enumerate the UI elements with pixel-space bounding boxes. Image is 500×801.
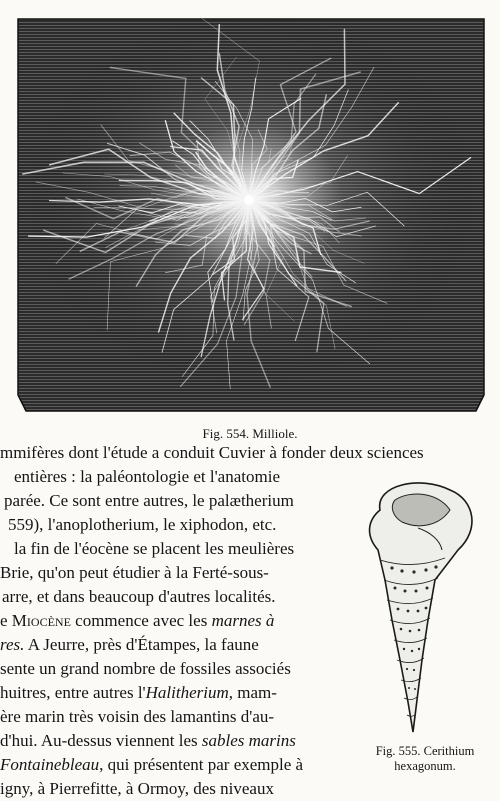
- text-line-9-b: A Jeurre, près d'Étampes, la faune: [24, 635, 259, 654]
- text-line-13: [0, 729, 296, 753]
- text-line-3: parée. Ce sont entre autres, le palætherium: [4, 491, 294, 510]
- text-line-10: sente un grand nombre de fossiles associés: [0, 659, 291, 678]
- text-line-14-b: , qui présentent par exemple à: [99, 755, 304, 774]
- text-line-13-a: d'hui. Au-dessus viennent les: [0, 731, 202, 750]
- miocene-smallcaps: Miocène: [11, 611, 71, 630]
- milliole-engraving: [16, 17, 486, 415]
- text-line-13-italic: sables marins: [201, 731, 296, 750]
- text-line-14: [0, 753, 303, 777]
- text-line-8-italic: marnes à: [211, 611, 275, 630]
- text-line-1: mmifères dont l'étude a conduit Cuvier à fonder deux sciences: [0, 443, 424, 462]
- cerithium-shell-illustration: [340, 470, 490, 740]
- text-line-8-b: commence avec les: [70, 611, 212, 630]
- text-line-5: la fin de l'éocène se placent les meulières: [14, 539, 295, 558]
- text-line-6: Brie, qu'on peut étudier à la Ferté-sous-: [0, 563, 269, 582]
- text-line-11-b: , mam-: [228, 683, 277, 702]
- text-line-12: ère marin très voisin des lamantins d'au-: [0, 707, 275, 726]
- page-header-fragment: [0, 0, 500, 7]
- text-line-4: 559), l'anoplotherium, le xiphodon, etc.: [8, 515, 277, 534]
- figure-554-caption: Fig. 554. Milliole.: [202, 426, 298, 441]
- text-line-2: entières : la paléontologie et l'anatomie: [14, 467, 280, 486]
- text-line-15: igny, à Pierrefitte, à Ormoy, des niveaux: [0, 779, 274, 798]
- text-line-7: arre, et dans beaucoup d'autres localités.: [2, 587, 276, 606]
- text-line-9: [0, 633, 259, 657]
- text-line-11-italic: Halitherium: [145, 683, 229, 702]
- text-line-14-italic: Fontainebleau: [0, 755, 100, 774]
- figure-555-caption-line1: Fig. 555. Cerithium: [375, 744, 475, 758]
- text-line-8: [0, 609, 274, 633]
- figure-555-caption: [350, 744, 500, 774]
- figure-555-caption-line2: hexagonum.: [394, 759, 456, 773]
- text-line-11: [0, 681, 277, 705]
- text-line-11-a: huitres, entre autres l': [0, 683, 146, 702]
- text-line-8-a: e: [0, 611, 12, 630]
- text-line-9-italic: res.: [0, 635, 25, 654]
